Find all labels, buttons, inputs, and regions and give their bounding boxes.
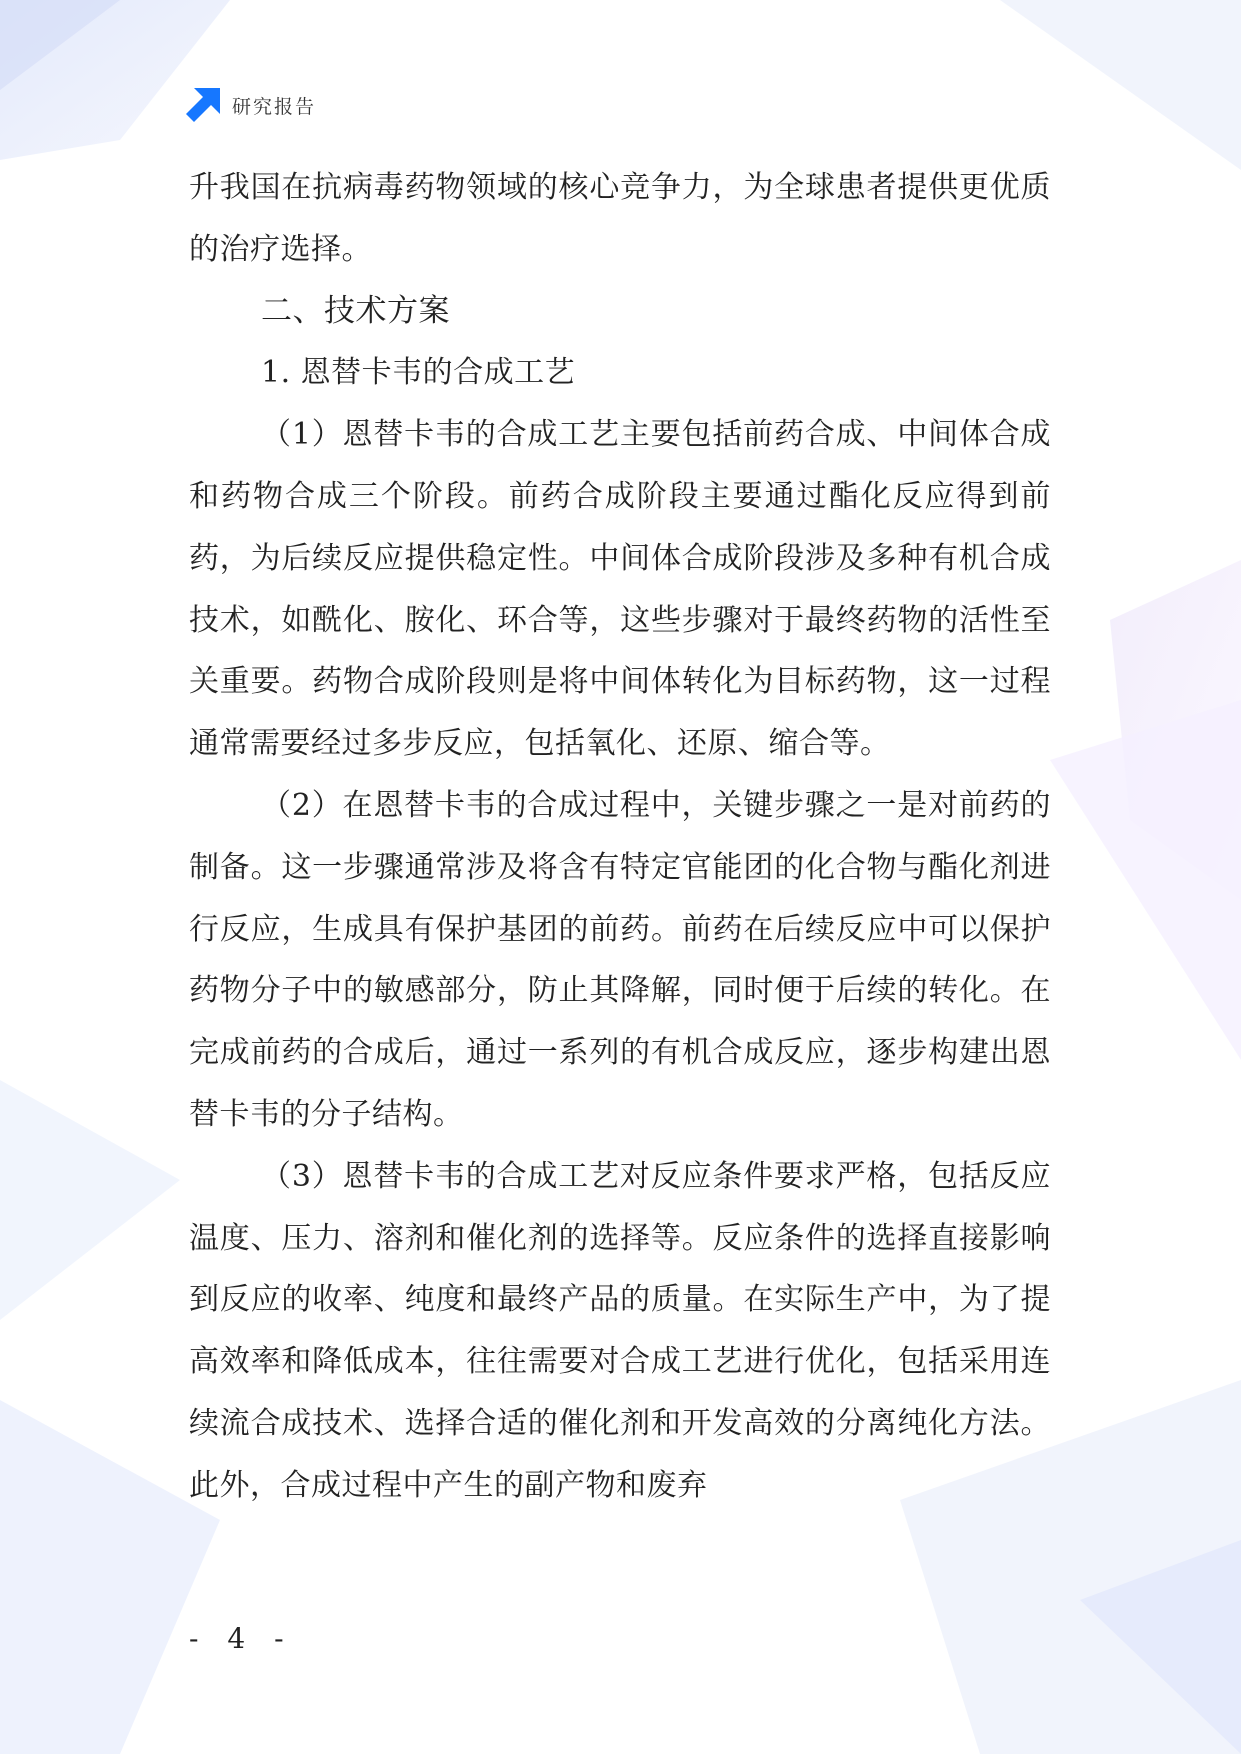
paragraph-continued: 升我国在抗病毒药物领域的核心竞争力，为全球患者提供更优质的治疗选择。 xyxy=(189,170,1051,267)
paragraph-2: （2）在恩替卡韦的合成过程中，关键步骤之一是对前药的制备。这一步骤通常涉及将含有特定官能团的化合物与酯化剂进行反应，生成具有保护基团的前药。前药在后续反应中可以保护药物分子中的敏感部分，防止其降解，同时便于后续的转化。在完成前药的合成后，通过一系列的有机合成反应，逐步构建出恩替卡韦的分子结构。 xyxy=(189,787,1051,1132)
document-body xyxy=(189,157,1051,1517)
section-heading: 二、技术方案 xyxy=(261,292,450,329)
sub-heading: 1. 恩替卡韦的合成工艺 xyxy=(261,355,576,391)
paragraph-1: （1）恩替卡韦的合成工艺主要包括前药合成、中间体合成和药物合成三个阶段。前药合成阶段主要通过酯化反应得到前药，为后续反应提供稳定性。中间体合成阶段涉及多种有机合成技术，如酰化、胺化、环合等，这些步骤对于最终药物的活性至关重要。药物合成阶段则是将中间体转化为目标药物，这一过程通常需要经过多步反应，包括氧化、还原、缩合等。 xyxy=(189,417,1051,762)
report-header xyxy=(186,88,316,122)
header-title: 研究报告 xyxy=(232,95,317,118)
paragraph-3: （3）恩替卡韦的合成工艺对反应条件要求严格，包括反应温度、压力、溶剂和催化剂的选择等。反应条件的选择直接影响到反应的收率、纯度和最终产品的质量。在实际生产中，为了提高效率和降低成本，往往需要对合成工艺进行优化，包括采用连续流合成技术、选择合适的催化剂和开发高效的分离纯化方法。此外，合成过程中产生的副产物和废弃 xyxy=(189,1158,1051,1503)
arrow-up-right-icon xyxy=(186,88,220,122)
page-number: - 4 - xyxy=(189,1622,294,1655)
